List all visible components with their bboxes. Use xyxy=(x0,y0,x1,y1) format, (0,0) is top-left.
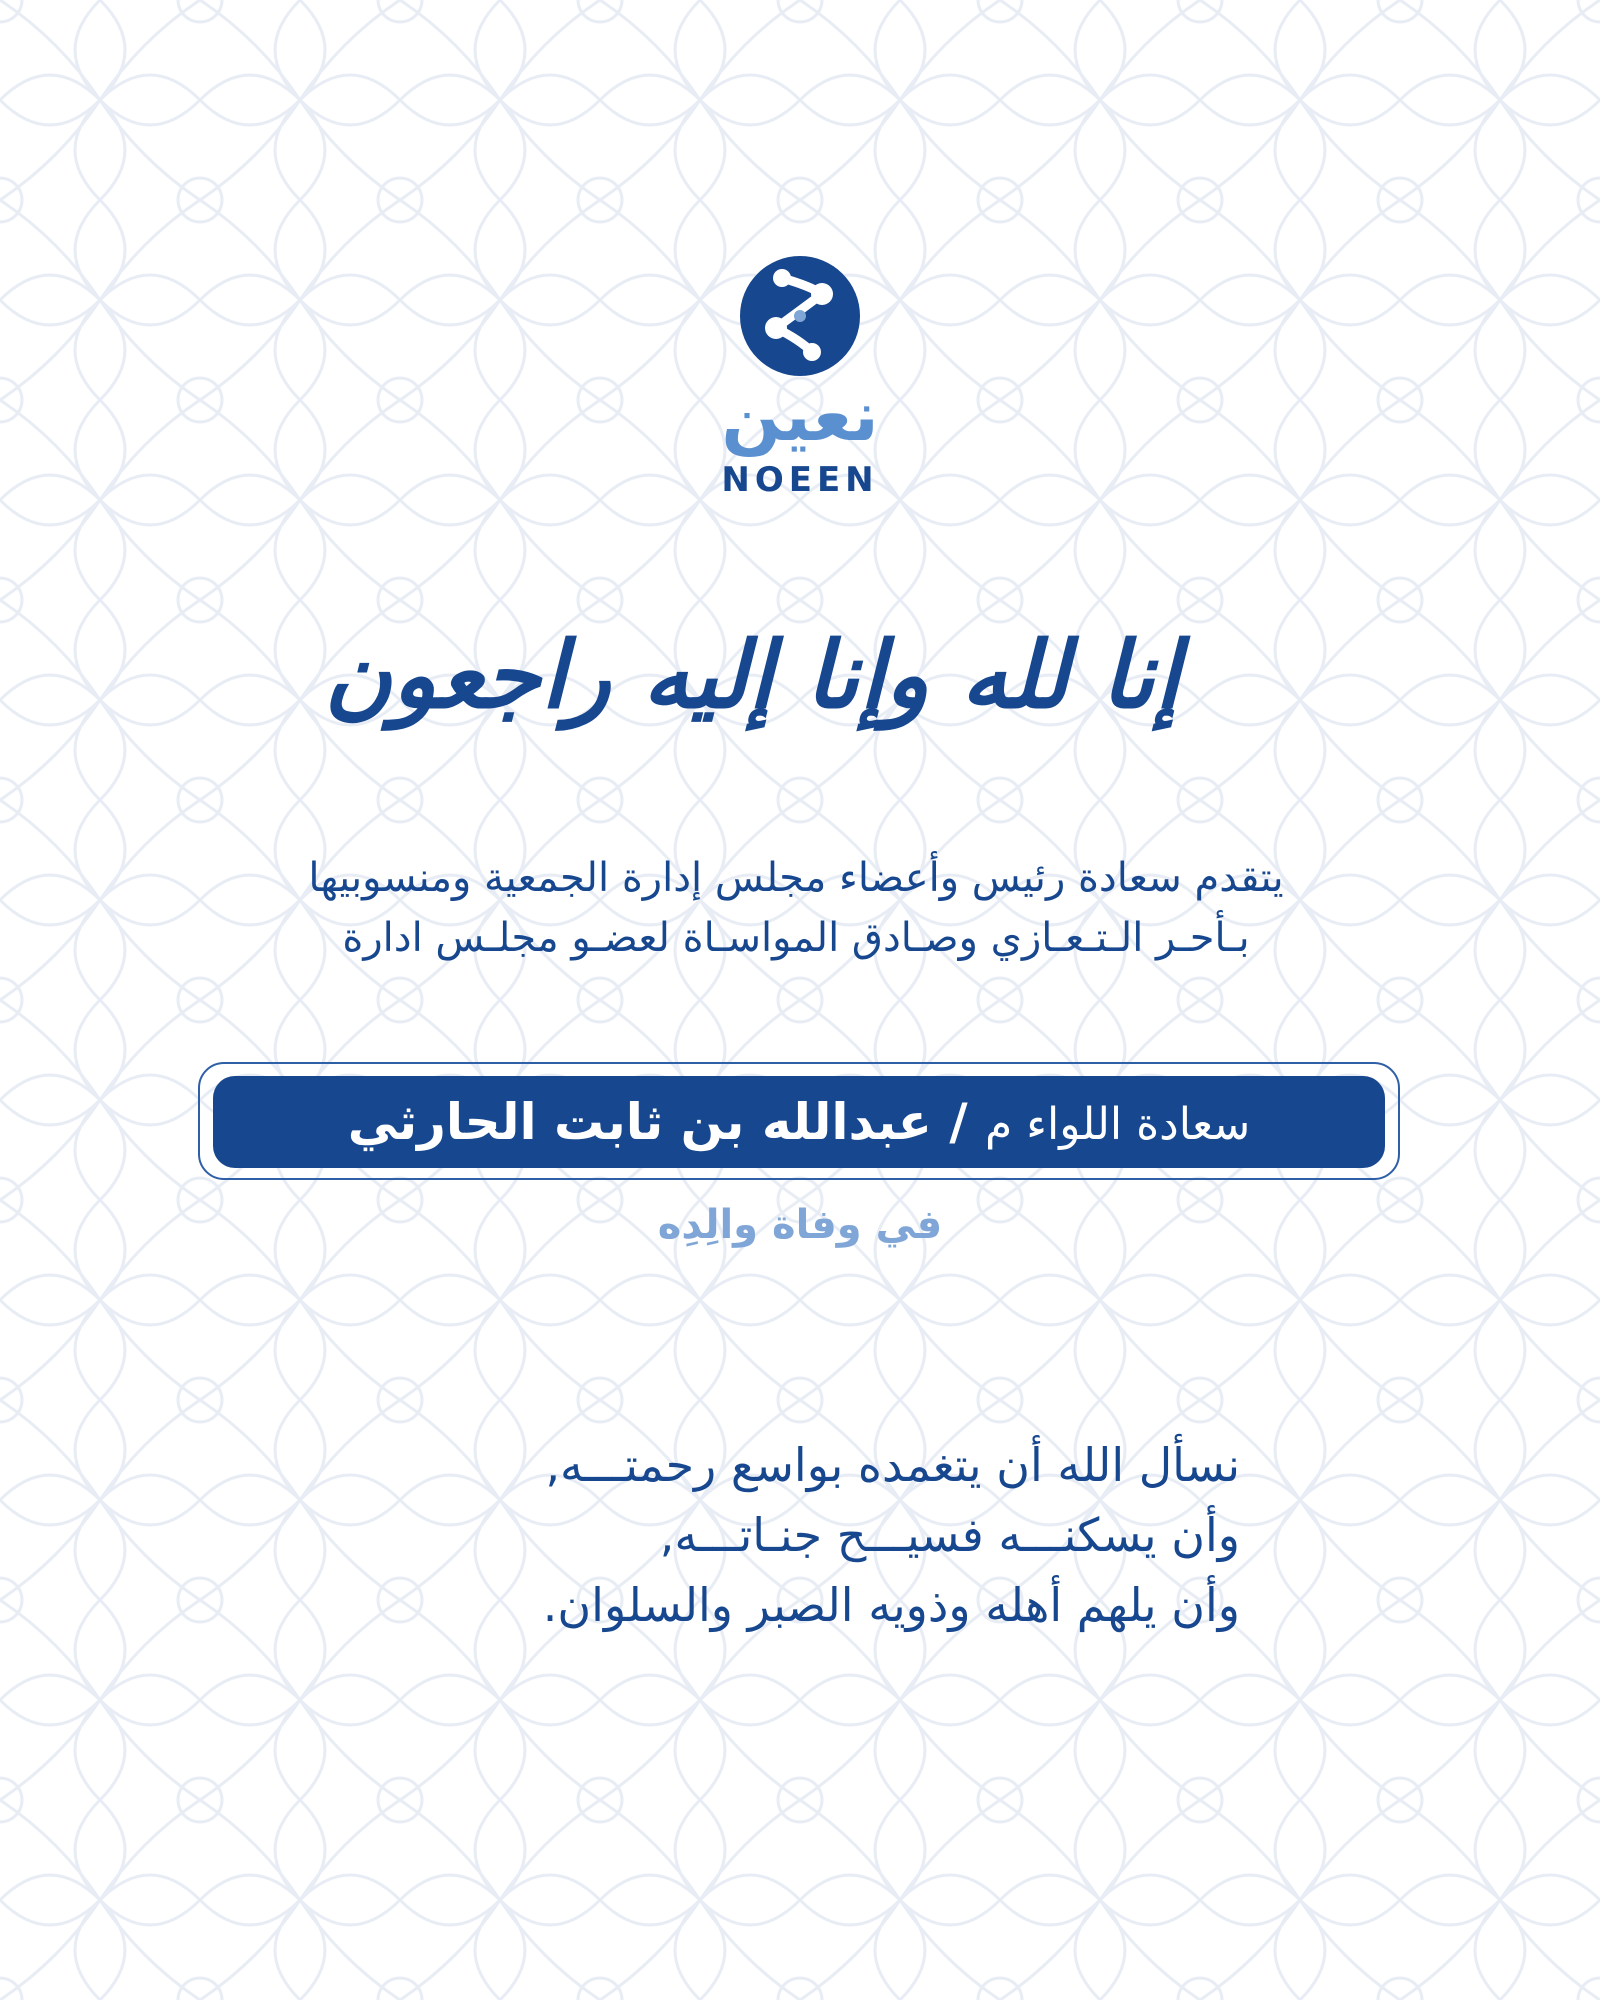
occasion-text: في وفاة والِدِه xyxy=(657,1202,943,1248)
recipient-separator: / xyxy=(931,1093,986,1151)
prayer-line-2: وأن يسكنـــه فسيـــح جنـاتـــه, xyxy=(659,1508,1240,1562)
intro-text xyxy=(170,848,1422,968)
prayer-line-3: وأن يلهم أهله وذويه الصبر والسلوان. xyxy=(542,1578,1240,1632)
prayer-line-1: نسأل الله أن يتغمده بواسع رحمتـــه, xyxy=(545,1438,1240,1492)
noeen-logo xyxy=(715,250,885,505)
recipient-banner xyxy=(213,1076,1385,1168)
prayer-text xyxy=(340,1430,1240,1640)
noeen-emblem-icon xyxy=(740,256,860,376)
intro-line-2: بـأحـر الـتـعـازي وصـادق المواسـاة لعضـو مجلـس ادارة xyxy=(342,915,1250,961)
calligraphy-heading: إنا لله وإنا إليه راجعون xyxy=(324,621,1180,729)
recipient-name: عبدالله بن ثابت الحارثي xyxy=(347,1093,932,1151)
noeen-arabic-wordmark xyxy=(715,370,885,460)
svg-text:نعين: نعين xyxy=(721,375,879,457)
recipient-title: سعادة اللواء م xyxy=(985,1099,1251,1150)
noeen-latin-wordmark: NOEEN xyxy=(721,460,879,500)
intro-line-1: يتقدم سعادة رئيس وأعضاء مجلس إدارة الجمعية ومنسوبيها xyxy=(308,855,1284,901)
